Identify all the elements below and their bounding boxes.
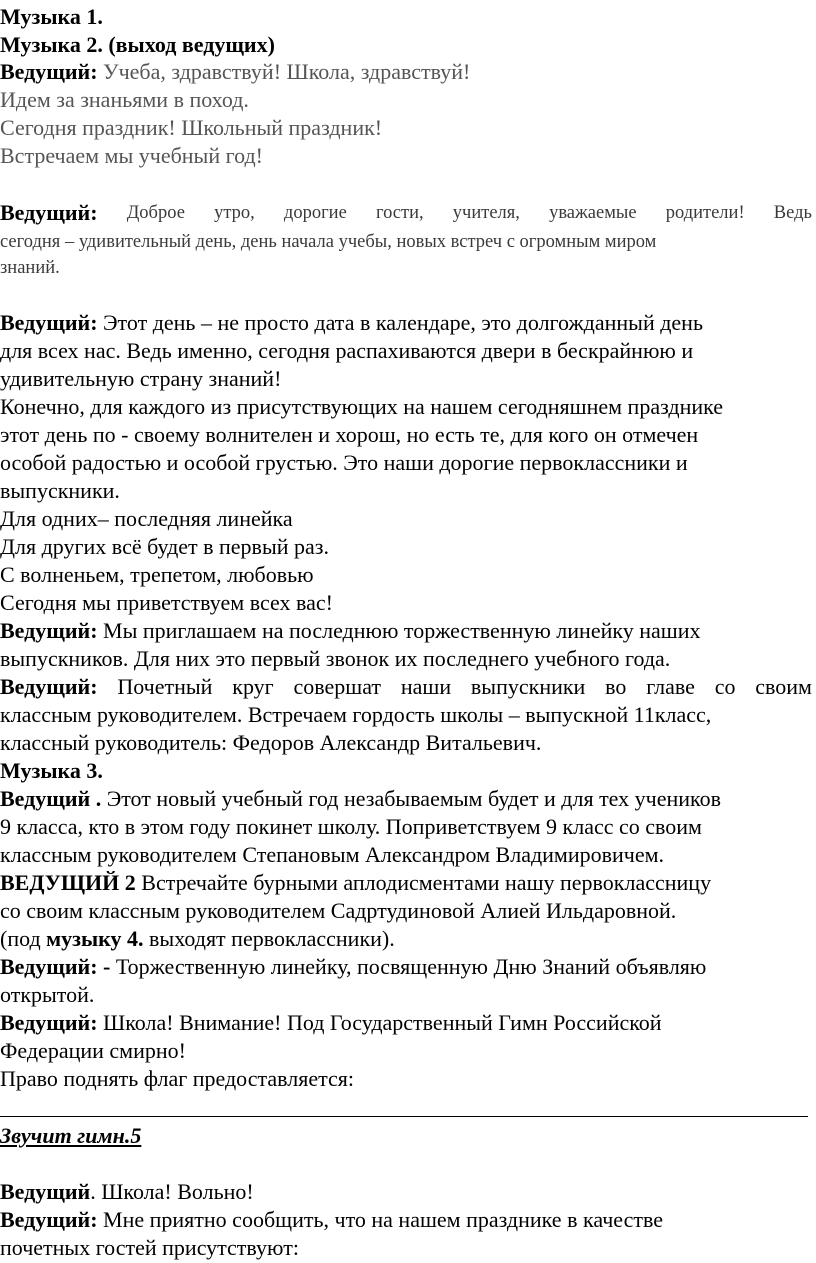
paragraph-line: 9 класса, кто в этом году покинет школу. Поприветствуем 9 класс со своим [0, 814, 702, 839]
paragraph-line: Ведущий. Школа! Вольно! [0, 1179, 254, 1204]
poem-line: Для одних– последняя линейка [0, 506, 293, 531]
paragraph-line: удивительную страну знаний! [0, 366, 282, 391]
paragraph-line: Ведущий: Школа! Внимание! Под Государственный Гимн Российской [0, 1010, 662, 1035]
paragraph-line: Конечно, для каждого из присутствующих на нашем сегодняшнем празднике [0, 394, 724, 419]
poem-line: Идем за знаньями в поход. [0, 87, 249, 112]
paragraph-line: классным руководителем. Встречаем гордость школы – выпускной 11класс, [0, 702, 712, 727]
paragraph-line: классным руководителем Степановым Александром Владимировичем. [0, 842, 665, 867]
paragraph-line: ВЕДУЩИЙ 2 Встречайте бурными аплодисментами нашу первоклассницу [0, 870, 712, 895]
anthem-heading: Звучит гимн.5 [0, 1123, 142, 1148]
paragraph-line: Право поднять флаг предоставляется: [0, 1066, 354, 1091]
music-3-heading: Музыка 3. [0, 758, 103, 783]
paragraph-line: особой радостью и особой грустью. Это наши дорогие первоклассники и [0, 450, 688, 475]
paragraph-line: Ведущий . Этот новый учебный год незабываемым будет и для тех учеников [0, 786, 721, 811]
paragraph-line: выпускников. Для них это первый звонок их последнего учебного года. [0, 646, 671, 671]
paragraph-line: для всех нас. Ведь именно, сегодня распахиваются двери в бескрайнюю и [0, 338, 694, 363]
horizontal-divider [0, 1116, 808, 1117]
paragraph-line: Ведущий: Почетный круг совершат наши выпускники во главе со своим [0, 674, 812, 699]
paragraph-line: знаний. [0, 258, 60, 278]
paragraph-line: открытой. [0, 982, 95, 1007]
paragraph-line: Ведущий: Доброе утро, дорогие гости, учителя, уважаемые родители! Ведь [0, 200, 812, 225]
poem-line: Сегодня мы приветствуем всех вас! [0, 590, 333, 615]
paragraph-line: Ведущий: - Торжественную линейку, посвященную Дню Знаний объявляю [0, 954, 707, 979]
poem-line: Для других всё будет в первый раз. [0, 534, 329, 559]
poem-line: Сегодня праздник! Школьный праздник! [0, 115, 383, 140]
paragraph-line: Ведущий: Мне приятно сообщить, что на нашем празднике в качестве [0, 1207, 663, 1232]
poem-line: С волненьем, трепетом, любовью [0, 562, 314, 587]
paragraph-line: сегодня – удивительный день, день начала учебы, новых встреч с огромным миром [0, 232, 657, 252]
poem-line: Встречаем мы учебный год! [0, 143, 263, 168]
paragraph-line: классный руководитель: Федоров Александр Витальевич. [0, 730, 542, 755]
paragraph-line: выпускники. [0, 478, 120, 503]
paragraph-line: Ведущий: Мы приглашаем на последнюю торжественную линейку наших [0, 618, 701, 643]
paragraph-line: почетных гостей присутствуют: [0, 1235, 299, 1260]
paragraph-line: со своим классным руководителем Садртудиновой Алией Ильдаровной. [0, 898, 677, 923]
paragraph-line: Ведущий: Этот день – не просто дата в календаре, это долгожданный день [0, 310, 703, 335]
paragraph-line: Ведущий: Учеба, здравствуй! Школа, здравствуй! [0, 59, 471, 84]
paragraph-line: Федерации смирно! [0, 1038, 186, 1063]
music-2-heading: Музыка 2. (выход ведущих) [0, 32, 275, 57]
paragraph-line: этот день по - своему волнителен и хорош, но есть те, для кого он отмечен [0, 422, 699, 447]
music-1-heading: Музыка 1. [0, 4, 103, 29]
stage-direction: (под музыку 4. выходят первоклассники). [0, 926, 395, 951]
